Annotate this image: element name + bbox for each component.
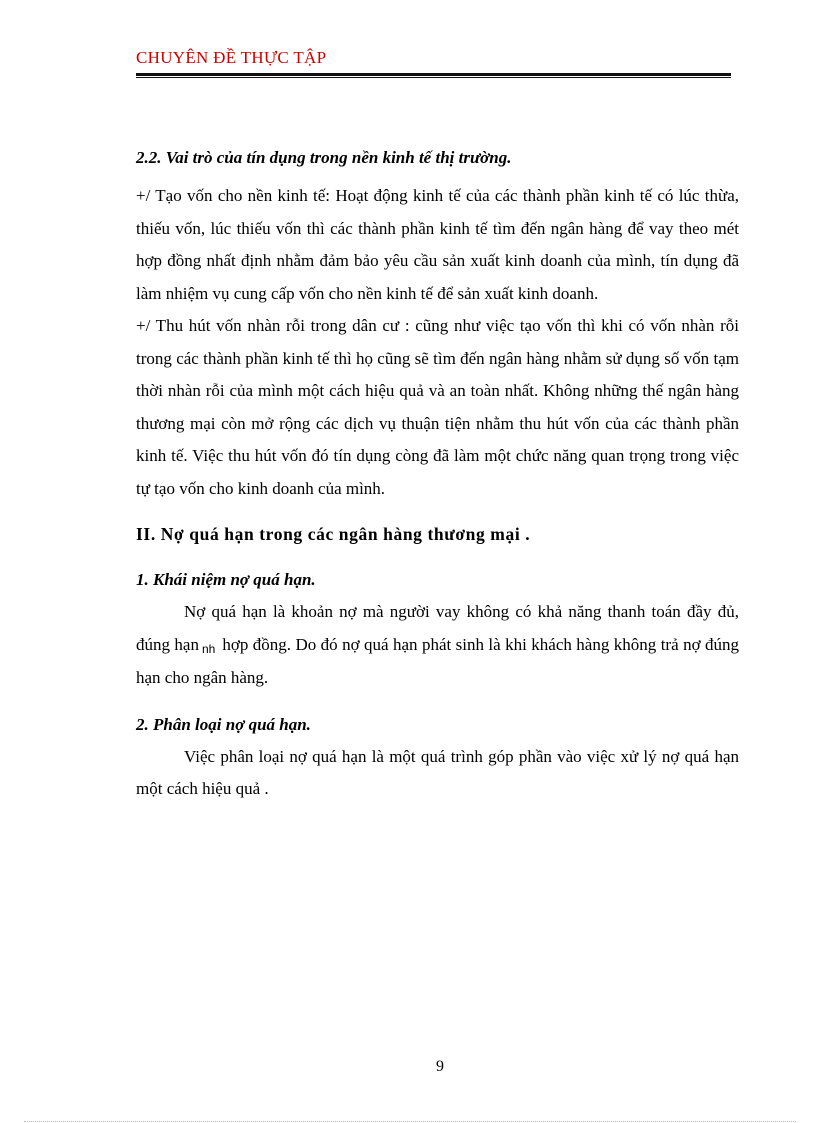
section-2-title: 2. Phân loại nợ quá hạn. <box>136 714 311 734</box>
paragraph-overdue-definition <box>136 596 739 695</box>
paragraph-capital-creation: +/ Tạo vốn cho nền kinh tế: Hoạt động kinh tế của các thành phần kinh tế có lúc thừa, thiếu vốn, lúc thiếu vốn thì các thành phần kinh tế tìm đến ngân hàng để vay theo mét hợp đồng nhất định nhằm đảm bảo yêu cầu sản xuất kinh doanh của mình, tín dụng đã làm nhiệm vụ cung cấp vốn cho nền kinh tế để sản xuất kinh doanh. <box>136 186 739 303</box>
page-bottom-border <box>24 1121 796 1122</box>
page-content <box>136 145 739 806</box>
page-number: 9 <box>436 1058 444 1075</box>
paragraph-overdue-classification: Việc phân loại nợ quá hạn là một quá trình góp phần vào việc xử lý nợ quá hạn một cách hiệu quả . <box>136 746 739 798</box>
section-1-title: 1. Khái niệm nợ quá hạn. <box>136 570 316 589</box>
document-header-title: CHUYÊN ĐỀ THỰC TẬP <box>136 48 327 67</box>
header-double-rule <box>136 73 731 78</box>
section-2-2-title: 2.2. Vai trò của tín dụng trong nền kinh tế thị trường. <box>136 148 512 167</box>
section-II-heading: II. Nợ quá hạn trong các ngân hàng thương mại . <box>136 524 531 544</box>
definition-text-end: hợp đồng. Do đó nợ quá hạn phát sinh là khi khách hàng không trả nợ đúng hạn cho ngân hàng. <box>136 634 739 687</box>
definition-small-text: nh <box>201 641 216 656</box>
paragraph-capital-mobilization: +/ Thu hút vốn nhàn rỗi trong dân cư : cũng như việc tạo vốn thì khi có vốn nhàn rỗi trong các thành phần kinh tế thì họ cũng sẽ tìm đến ngân hàng nhằm sử dụng số vốn tạm thời nhàn rỗi của mình một cách hiệu quả và an toàn nhất. Không những thế ngân hàng thương mại còn mở rộng các dịch vụ thuận tiện nhằm thu hút vốn của các thành phần kinh tế. Việc thu hút vốn đó tín dụng còng đã làm một chức năng quan trọng trong việc tự tạo vốn cho kinh doanh của mình. <box>136 316 739 498</box>
definition-text-start: Nợ quá hạn là khoản nợ mà người vay không có khả năng thanh toán đầy đủ, đúng hạn <box>136 602 739 654</box>
